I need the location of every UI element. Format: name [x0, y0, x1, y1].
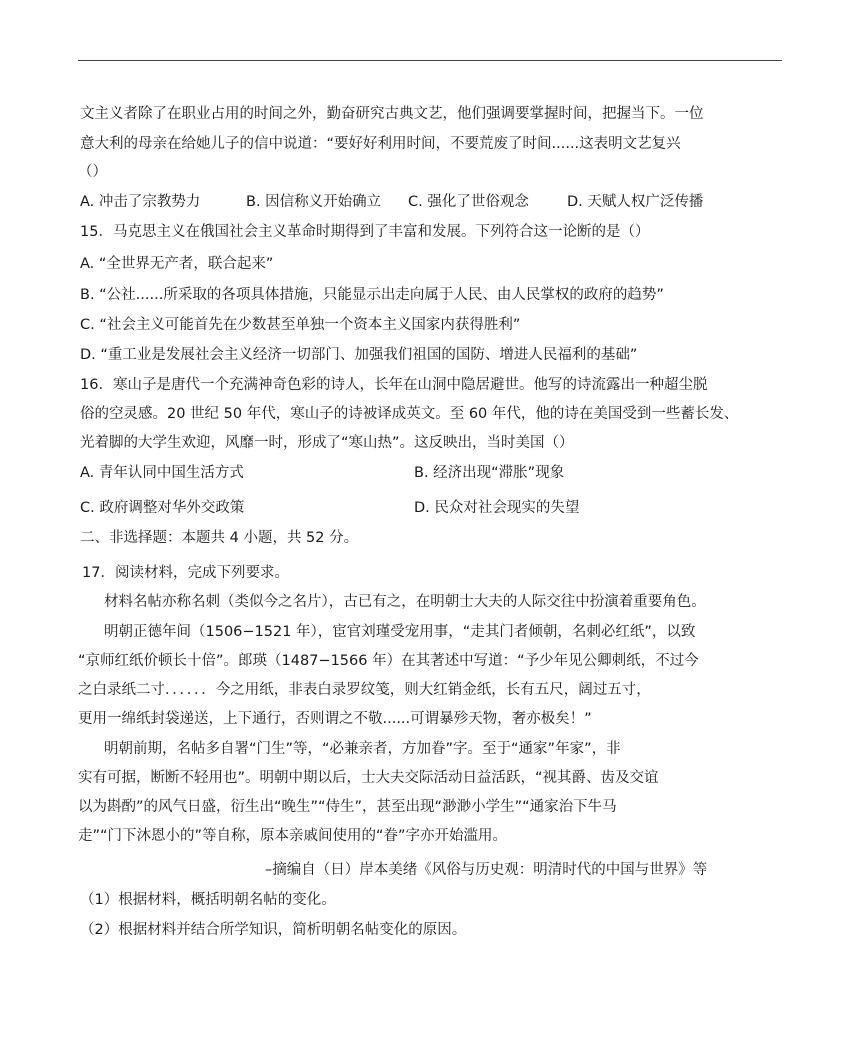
q15-option-c[interactable]: C. “社会主义可能首先在少数甚至单独一个资本主义国家内获得胜利” — [80, 317, 521, 333]
q17-question-1: （1）根据材料，概括明朝名帖的变化。 — [80, 892, 336, 908]
q16-option-c[interactable]: C. 政府调整对华外交政策 — [80, 500, 245, 516]
q16-stem-line-3: 光着脚的大学生欢迎，风靡一时，形成了“寒山热”。这反映出，当时美国（） — [80, 435, 574, 451]
q17-stem: 17．阅读材料，完成下列要求。 — [82, 565, 289, 581]
q16-option-d[interactable]: D. 民众对社会现实的失望 — [414, 500, 580, 516]
q14-stem-line-1: 文主义者除了在职业占用的时间之外，勤奋研究古典文艺，他们强调要掌握时间，把握当下。一位 — [80, 106, 704, 122]
q17-material-line-3: “京师红纸价顿长十倍”。郎瑛（1487−1566 年）在其著述中写道：“予少年见公卿刺纸，不过今 — [78, 653, 699, 669]
q17-material-line-5: 更用一绵纸封袋递送，上下通行，否则谓之不敬......可谓暴殄天物，奢亦极矣！” — [78, 711, 592, 727]
q17-material-line-9: 走”“门下沐恩小的”等自称，原本亲戚间使用的“眷”字亦开始滥用。 — [78, 828, 508, 844]
q14-option-c[interactable]: C. 强化了世俗观念 — [408, 194, 529, 210]
q17-material-line-8: 以为斟酌”的风气日盛，衍生出“晚生”“侍生”，甚至出现“渺渺小学生”“通家治下牛马 — [78, 799, 617, 815]
q14-stem-line-2: 意大利的母亲在给她儿子的信中说道：“要好好利用时间，不要荒废了时间......这表明文艺复兴 — [80, 136, 681, 152]
q17-question-2: （2）根据材料并结合所学知识，简析明朝名帖变化的原因。 — [80, 922, 467, 938]
header-rule — [78, 60, 782, 61]
q15-stem: 15．马克思主义在俄国社会主义革命时期得到了丰富和发展。下列符合这一论断的是（） — [80, 224, 650, 240]
q14-option-b[interactable]: B. 因信称义开始确立 — [246, 194, 382, 210]
q17-material-line-2: 明朝正德年间（1506−1521 年），宦官刘瑾受宠用事，“走其门者倾朝，名刺必红纸”，以致 — [104, 624, 696, 640]
q15-option-a[interactable]: A. “全世界无产者，联合起来” — [80, 256, 274, 272]
q17-material-line-6: 明朝前期，名帖多自署“门生”等，“必兼亲者，方加眷”字。至于“通家”年家”，非 — [104, 741, 621, 757]
q15-option-d[interactable]: D. “重工业是发展社会主义经济一切部门、加强我们祖国的国防、增进人民福利的基础” — [80, 347, 638, 363]
q15-option-b[interactable]: B. “公社......所采取的各项具体措施，只能显示出走向属于人民、由人民掌权的政府的趋势” — [80, 287, 664, 303]
section-2-heading: 二、非选择题：本题共 4 小题，共 52 分。 — [80, 530, 359, 546]
q14-option-d[interactable]: D. 天赋人权广泛传播 — [567, 194, 704, 210]
q16-stem-line-2: 俗的空灵感。20 世纪 50 年代，寒山子的诗被译成英文。至 60 年代，他的诗在美国受到一些蓄长发、 — [80, 406, 739, 422]
q16-option-b[interactable]: B. 经济出现“滞胀”现象 — [414, 465, 565, 481]
q16-option-a[interactable]: A. 青年认同中国生活方式 — [80, 465, 244, 481]
q16-stem-line-1: 16．寒山子是唐代一个充满神奇色彩的诗人，长年在山洞中隐居避世。他写的诗流露出一种超尘脱 — [80, 377, 708, 393]
q14-option-a[interactable]: A. 冲击了宗教势力 — [80, 194, 201, 210]
q17-material-line-7: 实有可据，断断不轻用也”。明朝中期以后，士大夫交际活动日益活跃，“视其爵、齿及交谊 — [78, 770, 659, 786]
q17-material-line-1: 材料名帖亦称名刺（类似今之名片），古已有之，在明朝士大夫的人际交往中扮演着重要角色。 — [104, 594, 706, 610]
q17-source-citation: –摘编自（日）岸本美绪《风俗与历史观：明清时代的中国与世界》等 — [265, 862, 708, 878]
q14-stem-line-3: （） — [78, 164, 107, 180]
q17-material-line-4: 之白录纸二寸．．．．．．今之用纸，非表白录罗纹笺，则大红销金纸，长有五尺，阔过五寸， — [78, 682, 651, 698]
